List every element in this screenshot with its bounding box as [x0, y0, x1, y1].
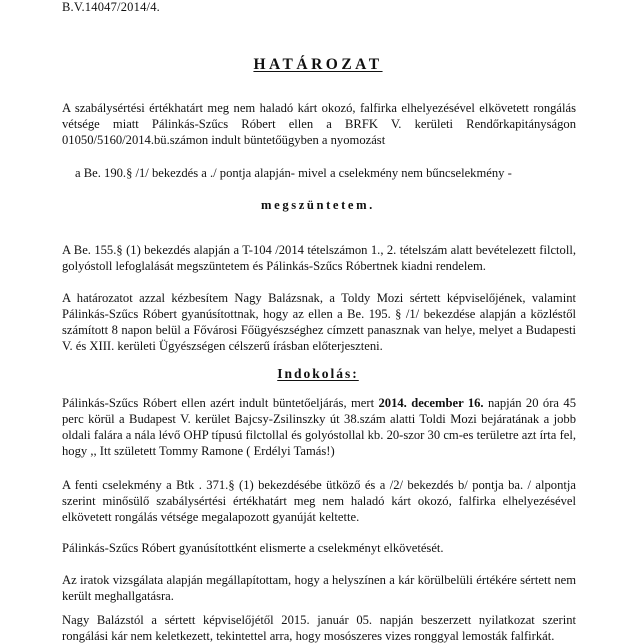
incident-date: 2014. december 16. [378, 396, 484, 410]
paragraph-seizure: A Be. 155.§ (1) bekezdés alapján a T-104 /2014 tételszámon 1., 2. tételszám alatt bevételezett filctoll, golyóstoll lefoglalását megszüntetem és Pálinkás-Szűcs Róbertnek kiadni rendelem. [62, 243, 576, 273]
facts-text-end: napján 20 óra 45 perc körül a Budapest V. kerület Bajcsy-Zsilinszky út 38.szám alatti Toldi Mozi bejáratának a jobb oldali falára a nála lévő OHP típusú filctollal és golyóstollal kb. 20-szor 30 cm-es területre azt írta fel, hogy ,, Itt született Tommy Ramone ( Erdélyi Tamás!) [62, 396, 576, 458]
paragraph-examination: Az iratok vizsgálata alapján megállapítottam, hogy a helyszínen a kár körülbelüli értékére sértett nem került meghallgatásra. [62, 573, 576, 603]
reasoning-heading: Indokolás: [277, 366, 359, 381]
facts-text-start: Pálinkás-Szűcs Róbert ellen azért indult büntetőeljárás, mert [62, 396, 379, 410]
document-title: HATÁROZAT [253, 56, 383, 73]
decision-word: megszüntetem. [261, 198, 375, 212]
paragraph-intro: A szabálysértési értékhatárt meg nem haladó kárt okozó, falfirka elhelyezésével elkövetett rongálás vétsége miatt Pálinkás-Szűcs Róbert ellen a BRFK V. kerületi Rendőrkapitányságon 01050/5160/2014.bü.számon indult büntetőügyben a nyomozást [62, 101, 576, 147]
paragraph-delivery: A határozatot azzal kézbesítem Nagy Balázsnak, a Toldy Mozi sértett képviselőjének, valamint Pálinkás-Szűcs Róbert gyanúsítottnak, hogy az ellen a Be. 195. § /1/ bekezdése alapján a közléstől számított 8 napon belül a Fővárosi Főügyészséghez címzett panasznak van helye, melyet a Budapesti V. és XIII. kerületi Ügyészségen célszerű írásban előterjeszteni. [62, 291, 576, 353]
paragraph-facts [62, 395, 576, 459]
paragraph-admission: Pálinkás-Szűcs Róbert gyanúsítottként elismerte a cselekményt elkövetését. [62, 541, 444, 555]
reference-number: B.V.14047/2014/4. [62, 0, 160, 14]
paragraph-legal-basis: a Be. 190.§ /1/ bekezdés a ./ pontja alapján- mivel a cselekmény nem bűncselekmény - [75, 166, 512, 180]
paragraph-qualification: A fenti cselekmény a Btk . 371.§ (1) bekezdésébe ütköző és a /2/ bekezdés b/ pontja ba. / alpontja szerint minősülő szabálysértési értékhatárt meg nem haladó kárt okozó, falfirka elhelyezésével elkövetett rongálás vétsége megalapozott gyanúját keltette. [62, 478, 576, 524]
paragraph-statement: Nagy Balázstól a sértett képviselőjétől 2015. január 05. napján beszerzett nyilatkozat szerint rongálási kár nem keletkezett, tekintettel arra, hogy mosószeres vizes ronggyal lemosták falfirkát. [62, 613, 576, 643]
